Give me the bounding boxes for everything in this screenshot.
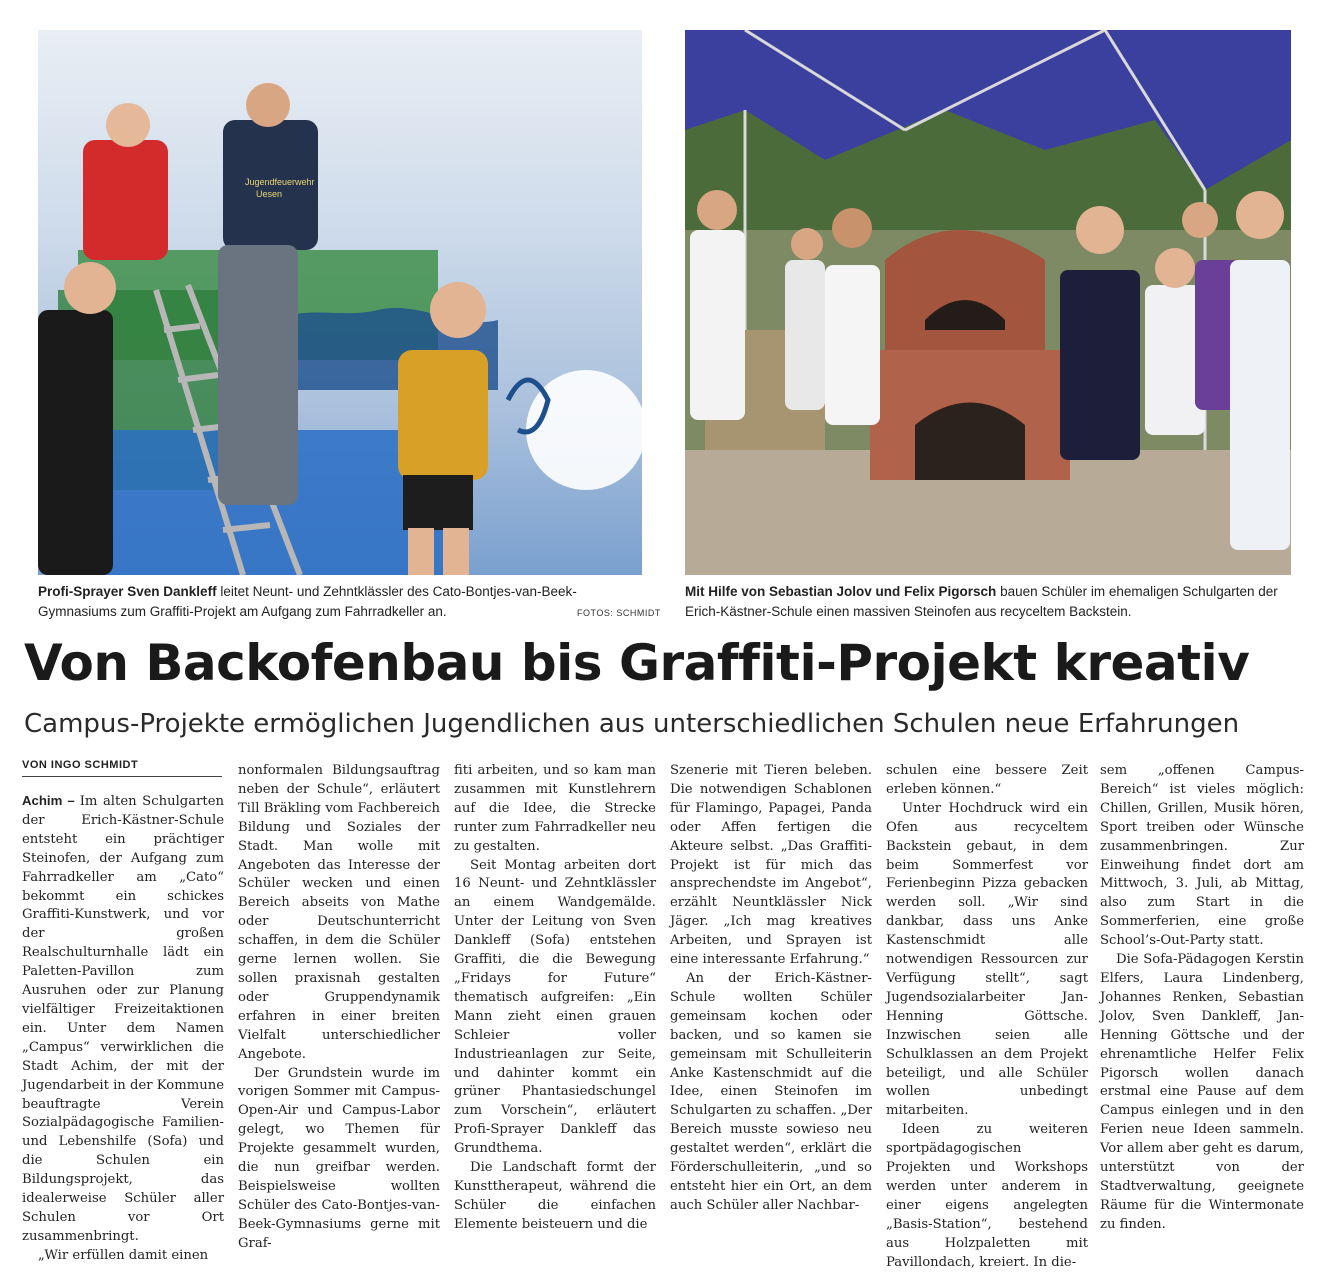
article-paragraph: Achim – Im alten Schulgarten der Erich-Kästner-Schule entsteht ein prächtiger Steinofen, der Aufgang zum Fahrradkeller am „Cato“ bekommt ein schickes Graffiti-Kunstwerk, und vor der großen Realschulturnhalle lädt ein Paletten-Pavillon zum Ausruhen oder zur Planung vielfältiger Freizeitaktionen ein. Unter dem Namen „Campus“ verwirklichen die Stadt Achim, der mit der Jugendarbeit in der Kommune beauftragte Verein Sozialpädagogische Familien- und Lebenshilfe (Sofa) und die Schulen ein Bildungsprojekt, das idealerweise Schüler aller Schulen vor Ort zusammenbringt.	[22, 793, 225, 1244]
graffiti-photo	[38, 30, 642, 575]
article-paragraph: Ideen zu weiteren sportpädagogischen Projekten und Workshops werden unter anderem in einer eigens angelegten „Basis-Station“, bestehend aus Holzpaletten mit Pavillondach, kreiert. In die-	[886, 1122, 1088, 1270]
headline: Von Backofenbau bis Graffiti-Projekt kreativ	[24, 634, 1250, 692]
article-column-3	[454, 762, 656, 1235]
article-column-5	[886, 762, 1088, 1272]
article-column-6	[1100, 762, 1304, 1235]
article-paragraph: Der Grundstein wurde im vorigen Sommer mit Campus-Open-Air und Campus-Labor gelegt, wo Themen für Projekte gesammelt wurden, die nun greifbar werden. Beispielsweise wollten Schüler des Cato-Bontjes-van-Beek-Gymnasiums gerne mit Graf-	[238, 1065, 440, 1251]
article-paragraph: Unter Hochdruck wird ein Ofen aus recyceltem Backstein gebaut, in dem beim Sommerfest vor Ferienbeginn Pizza gebacken werden soll. „Wir sind dankbar, dass uns Anke Kastenschmidt alle notwendigen Ressourcen zur Verfügung stellt“, sagt Jugendsozialarbeiter Jan-Henning Göttsche. Inzwischen seien alle Schulklassen an dem Projekt beteiligt, und alle Schüler wollen unbedingt mitarbeiten.	[886, 800, 1088, 1119]
article-paragraph: Szenerie mit Tieren beleben. Die notwendigen Schablonen für Flamingo, Papagei, Panda oder Affen fertigen die Akteure selbst. „Das Graffiti-Projekt ist für mich das ansprechendste im Angebot“, erzählt Neuntklässler Nick Jäger. „Ich mag kreatives Arbeiten, und Sprayen ist eine interessante Erfahrung.“	[670, 763, 872, 968]
svg-text:Jugendfeuerwehr: Jugendfeuerwehr	[245, 177, 315, 187]
oven-illustration	[685, 30, 1291, 575]
right-caption-lead: Mit Hilfe von Sebastian Jolov und Felix Pigorsch	[685, 584, 997, 599]
article-column-4	[670, 762, 872, 1216]
article-paragraph: schulen eine bessere Zeit erleben können.“	[886, 763, 1088, 797]
article-paragraph: sem „offenen Campus-Bereich“ ist vieles möglich: Chillen, Grillen, Musik hören, Sport treiben oder Wünsche zusammenbringen. Zur Einweihung findet dort am Mittwoch, 3. Juli, ab Mittag, also zum Start in die Sommerferien, eine große School’s-Out-Party statt.	[1100, 763, 1304, 949]
left-caption-text: leitet Neunt- und Zehntklässler des Cato-Bontjes-van-Beek-Gymnasiums zum Graffiti-Projekt am Aufgang zum Fahrradkeller an.	[38, 584, 577, 619]
article-paragraph: fiti arbeiten, und so kam man zusammen mit Kunstlehrern auf die Idee, die Strecke runter zum Fahrradkeller neu zu gestalten.	[454, 763, 656, 854]
byline: VON INGO SCHMIDT	[22, 759, 222, 777]
article-paragraph: nonformalen Bildungsauftrag neben der Schule“, erläutert Till Bräkling vom Fachbereich Bildung und Soziales der Stadt. Man wolle mit Angeboten das Interesse der Schüler wecken und einen Bereich abseits von Mathe oder Deutschunterricht schaffen, in dem die Schüler gerne lernen wollen. Sie sollen praxisnah gestalten oder Gruppendynamik erfahren in einer breiten Vielfalt unterschiedlicher Angebote.	[238, 763, 440, 1062]
article-paragraph: Die Landschaft formt der Kunsttherapeut, während die Schüler die einfachen Elemente beisteuern und die	[454, 1160, 656, 1232]
article-paragraph: „Wir erfüllen damit einen	[38, 1247, 209, 1263]
article-paragraph: An der Erich-Kästner-Schule wollten Schüler gemeinsam kochen oder backen, und so kamen sie gemeinsam mit Schulleiterin Anke Kastenschmidt auf die Idee, einen Steinofen im Schulgarten zu schaffen. „Der Bereich musste sowieso neu gestaltet werden“, erklärt die Förderschulleiterin, „und so entsteht hier ein Ort, an dem auch Schüler aller Nachbar-	[670, 970, 872, 1213]
subheadline: Campus-Projekte ermöglichen Jugendlichen aus unterschiedlichen Schulen neue Erfahrungen	[24, 709, 1240, 739]
article-column-1	[22, 792, 224, 1266]
article-paragraph: Die Sofa-Pädagogen Kerstin Elfers, Laura Lindenberg, Johannes Renken, Sebastian Jolov, Sven Dankleff, Jan-Henning Göttsche und der ehrenamtliche Helfer Felix Pigorsch wollen danach erstmal eine Pause auf dem Campus einlegen und in den Ferien neue Ideen sammeln. Vor allem aber geht es darum, unterstützt von der Stadtverwaltung, geeignete Räume für die Wintermonate zu finden.	[1100, 952, 1304, 1232]
svg-text:Uesen: Uesen	[256, 189, 283, 199]
right-photo-caption	[685, 582, 1291, 622]
photo-credit: FOTOS: SCHMIDT	[577, 608, 661, 618]
left-caption-lead: Profi-Sprayer Sven Dankleff	[38, 584, 217, 599]
oven-photo	[685, 30, 1291, 575]
right-caption-text: bauen Schüler im ehemaligen Schulgarten der Erich-Kästner-Schule einen massiven Steinofen aus recyceltem Backstein.	[685, 584, 1278, 619]
left-photo-caption	[38, 582, 642, 622]
article-paragraph: Seit Montag arbeiten dort 16 Neunt- und Zehntklässler an einem Wandgemälde. Unter der Leitung von Sven Dankleff (Sofa) entstehen Graffiti, die die Bewegung „Fridays for Future“ thematisch aufgreifen: „Ein Mann zieht einen grauen Schleier voller Industrieanlagen zur Seite, und dahinter kommt ein grüner Phantasiedschungel zum Vorschein“, erläutert Profi-Sprayer Dankleff das Grundthema.	[454, 857, 656, 1157]
graffiti-illustration	[38, 30, 642, 575]
article-column-2	[238, 762, 440, 1254]
dateline: Achim –	[22, 793, 80, 808]
